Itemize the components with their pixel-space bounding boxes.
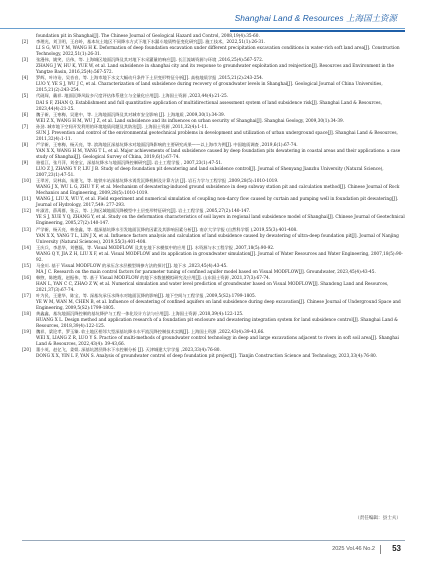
reference-line: WEI Z X, WANG H M, WU J Z, et al. Land subsidence and its influences on urban security of Shanghai[J]. Shanghai Geology, 2009,30(1):34-39.: [36, 118, 345, 124]
reference-number: [16]: [22, 275, 31, 281]
reference-line: YE W M, WAN M, CHEN B, et al. Influence of dewatering of confined aquifers on land subsidence during deep excavation[J]. Chinese Journal of Underground Space and Engineering, 2009,5(S2):1799-1805.: [36, 300, 401, 312]
reference-line: 骆祖江，张月萍，刘金宝，深基坑降水与地面沉降控制研究[J]. 岩土工程学报 , 2007,23(1):47-51.: [36, 160, 223, 166]
reference-number: [5]: [22, 94, 29, 100]
reference-text: [36, 294, 405, 312]
reference-text: [36, 58, 405, 76]
reference-line: 严学新，王寒梅，杨天亮，等. 滨海地区深基坑降水对地面沉降影响的主要研究成果——以上海市为例[J]. 中国地质调查 ,2019,6(1):67-74.: [36, 142, 298, 148]
reference-number: [8]: [22, 142, 29, 148]
reference-text: [36, 143, 405, 161]
reference-text: [36, 179, 405, 197]
reference-line: LUO Z J, ZHANG Y P, LIU J B. Study of deep foundation pit dewatering and land subsidence control[J]. Journal of Shenyang Jianzhu University (Natural Science), 2007,23(1):47-51.: [36, 167, 384, 179]
reference-line: 孙劲. 城市地下空间开发利用的环境地质问题及其防治[J]. 上海国土资源 ,2011,32(4):1-11.: [36, 124, 209, 130]
reference-item: [22, 40, 405, 58]
reference-text: [36, 264, 405, 276]
journal-title: Shanghai Land & Resources 上海国土资源: [234, 13, 397, 23]
reference-text: [36, 330, 405, 348]
reference-number: [2]: [22, 40, 29, 46]
reference-text: [36, 348, 405, 360]
reference-line: YE S J, XUE Y Q, ZHANG Y, et al. Study on the deformation characteristics of soil layers in regional land subsidence model of Shanghai[J]. Chinese Journal of Geotechnical Engineering, 2005,27(2):140-147.: [36, 215, 405, 227]
reference-item: [22, 58, 405, 76]
reference-line: 黄鑫鑫，基坑地面沉降控制的基坑降护与工程一体化设计方法与应用[J]. 上海国土资源 ,2018,39(4):122-125.: [36, 312, 244, 318]
reference-item: [22, 246, 405, 264]
reference-number: [6]: [22, 112, 29, 118]
reference-line: ZHANG J W, HU K, YUE W, et al. Land subsidence in shanghai city and its response to groundwater exploitation and reinjection[J]. Resources and Environment in the Yangtze Basin, 2016,25(4):567-572.: [36, 64, 394, 76]
reference-item: [22, 76, 405, 94]
reference-item: [22, 125, 405, 143]
reference-text: [36, 125, 405, 143]
reference-line: YAN X X, WANG H M, YANG T L, et al. Major achievements of land subsidence caused by deep foundation pits dewatering in coastal areas and their applications: a case study of Shanghai[J]. Geological Survey of China, 2019,6(1):67-74.: [36, 148, 401, 160]
reference-line: WANG J, LIU X, WU Y, et al. Field experiment and numerical simulation of coupling non-darcy flow caused by curtain and pumping well in foundation pit dewatering[J]. Journal of Hydrology, 2017,549: 277-293.: [36, 197, 399, 209]
reference-number: [7]: [22, 124, 29, 130]
reference-item: [22, 209, 405, 227]
reference-text: [36, 276, 405, 294]
reference-number: [12]: [22, 209, 31, 215]
header-rule: [0, 28, 405, 29]
reference-item: [22, 330, 405, 348]
reference-line: WANG J X, WU L G, ZHU Y F, et al. Mechanism of dewatering-induced ground subsidence in deep subway station pit and calculation method[J]. Chinese Journal of Rock Mechanics and Engineering, 2009,28(5):1010-1019.: [36, 185, 400, 197]
reference-number: [14]: [22, 245, 31, 251]
reference-number: [19]: [22, 330, 31, 336]
reference-line: 王庆兵，李思华，刘德磊，等. Visual MODFLOW 及其在地下水模拟中的应用 [J]. 水资源与水工程学报 ,2007,18(5):90-92.: [36, 245, 275, 251]
reference-line: 罗辉，叶诗诒，吴音音，等. 上海市地下水文大幅动升条件下土层变形特征分析[J]. 高校地质学报 ,2015,21(2):243-254.: [36, 76, 264, 82]
reference-item: [22, 276, 405, 294]
reference-line: WEI X, LIANG Z R, LUO Y S. Practice of multi-methods of groundwater control technology in deep and large excavations adjacent to rivers in soft soil area[J]. Shanghai Land & Resources, 2022,43(4): 39-43,66.: [36, 336, 399, 348]
reference-text: [36, 161, 405, 179]
reference-item: [22, 312, 405, 330]
reference-line: 张漫伟，姚笑，岳伟，等. 上海城区地面沉降及其对地下水采灌量的响应[J]. 长江流域资源与环境 ,2016,25(4):567-572.: [36, 58, 264, 64]
reference-line: YAN X X, YANG T L, LIN J X, et al. Influence factors analysis and calculation of land subsidence caused by dewatering of ultra-deep foundation pit[J]. Journal of Nanjing University (Natural Sciences), 2019,55(3):401-408.: [36, 233, 399, 245]
reference-number: [3]: [22, 58, 29, 64]
reference-line: DONG X X, YIN L F, YAN S. Analysis of groundwater control of deep foundation pit project[J]. Tianjin Construction Science and Technology, 2023,33(4):76-80.: [36, 354, 378, 360]
reference-line: HAN L, YAN C C, ZHAO Z W, et al. Numerical simulation and water level prediction of groundwater based on Visual MODFLOW[J]. Shandong Land and Resources, 2021,37(3):67-74.: [36, 281, 389, 293]
reference-line: 马金川. 基于 Visual MODFLOW 的承压含水层模型调参方法的探讨[J]. 地下水 ,2023,45(4):43-45.: [36, 263, 228, 269]
reference-line: 董小英，赵亿飞，姜娱. 深基坑潜层降水下水控制分析 [J]. 天津城建大学学报 ,2023,33(4):76-80.: [36, 348, 221, 354]
reference-text: [36, 246, 405, 264]
reference-text: [36, 312, 405, 330]
issue-info: 2025 Vol.46 No.2: [332, 546, 375, 552]
footer-rule: [22, 540, 405, 541]
reference-item: [22, 179, 405, 197]
reference-text: [36, 94, 405, 112]
page-footer: [0, 528, 427, 575]
reference-line: 严学新，杨天亮，林金鑫，等. 超深基坑降水引发地面沉降的因素及其影响因素分析[J]. 南京大学学报 (自然科学版 ),2019,55(3):401-408.: [36, 227, 298, 233]
reference-text: [36, 40, 405, 58]
reference-line: 李理光，刘卫明，王启岭，基本坑土地区不同降水方式下地下水漏斗地质特征变化研究[J]. 施工技术，2022,51(1):26-31.: [36, 40, 266, 46]
reference-line: DAI S F, ZHAN Q. Establishment and full quantitative application of multidirectional assessment system of land subsidence risk[J]. Shanghai Land & Resources, 2023,44(4):21-25.: [36, 100, 382, 112]
reference-item: [22, 348, 405, 360]
reference-line: 魏祥，梁论孝，罗玉臻. 软土地区相邻大型深基坑降水水平流沉降控制技术实践[J]. 上海国土资源 ,2022,43(4):39-43,66.: [36, 330, 265, 336]
reference-line: HUANG X L. Design method and application research of a foundation pit enclosure and dewatering integration system for land subsidence control[J]. Shanghai Land & Resources, 2018,39(4):122-125.: [36, 318, 398, 330]
reference-line: 王翠芳，吴林高，朱建飞，等. 地铁车站深基坑降水诱发沉降机制及计算方法 [J]. 岩石力学与工程学报 ,2009,28(5):1010-1019.: [36, 179, 279, 185]
reference-item: [22, 294, 405, 312]
responsible-editor: （责任编辑：县士夫）: [355, 516, 401, 521]
reference-line: 魏子新，王寒梅，吴建中，等. 上海地面沉降及其对城市安全影响 [J]. 上海地质 ,2009,30(1):34-39.: [36, 112, 226, 118]
reference-number: [15]: [22, 263, 31, 269]
reference-line: 韩煦，陈艳霞，赵振伟，等. 基于 Visual MODFLOW 的地下水数值模拟研究及应用[J]. 山东国土资源 ,2021,37(3):67-74.: [36, 275, 271, 281]
page-number: 53: [392, 544, 401, 553]
header-accent-rule: [230, 30, 405, 32]
reference-text: [36, 209, 405, 227]
reference-item: [22, 94, 405, 112]
reference-item: [22, 197, 405, 209]
reference-number: [11]: [22, 197, 31, 203]
reference-number: [17]: [22, 294, 31, 300]
reference-line: foundation pit in Shanghai[J]. The Chinese Journal of Geological Hazard and Control, 2008,19(4):35-60.: [36, 34, 260, 39]
reference-text: [36, 197, 405, 209]
reference-line: 叶为民，王建华，陈宝，等. 深基坑承压水降水对地面沉降的影响[J]. 地下空间与工程学报 ,2009,5(S2):1799-1805.: [36, 294, 257, 300]
reference-number: [13]: [22, 227, 31, 233]
reference-item: [22, 113, 405, 125]
reference-number: [9]: [22, 160, 29, 166]
reference-text: [36, 113, 405, 125]
reference-line: MA J C. Research on the main control factors for parameter tuning of confined aquifer model based on Visual MODFLOW[J]. Groundwater, 2023,45(4):43-45.: [36, 269, 376, 275]
reference-item: [22, 264, 405, 276]
reference-line: 代砚琛，戴祥. 地面沉降风险多尺度评估体系建立与全量化应用[J]. 上海国土资源 ,2023,44(4):21-25.: [36, 94, 229, 100]
reference-item: [22, 228, 405, 246]
reference-line: LI S G, WU Y M, WANG H K. Deformation of deep foundation excavation under different precipitation excavation conditions in water-rich soft land area[J]. Construction Technology, 2022,51(1):26-31.: [36, 46, 400, 58]
reference-text: [36, 228, 405, 246]
footer-separator: [380, 545, 381, 554]
reference-number: [4]: [22, 76, 29, 82]
reference-line: LUO Y, YE S J, WU J C, et al. Characterization of land subsidence during recovery of groundwater levels in Shanghai[J]. Geological Journal of China Universities, 2015,21(2):243-254.: [36, 82, 383, 94]
running-header: [0, 0, 427, 38]
reference-item: [22, 143, 405, 161]
reference-number: [20]: [22, 348, 31, 354]
reference-item: [22, 161, 405, 179]
reference-line: SUN J. Prevention and control of the environmental geotechnical problems in development and utilization of urban underground space[J]. Shanghai Land & Resources, 2011,32(4):1-11.: [36, 130, 398, 142]
reference-line: WANG Q Y, JIA Z H, LIU X F, et al. Visual MODFLOW and its application in groundwater simulation[J]. Journal of Water Resources and Water Engineering, 2007,18(5):90-92.: [36, 251, 403, 263]
reference-number: [10]: [22, 179, 31, 185]
reference-number: [18]: [22, 312, 31, 318]
reference-list: [22, 34, 405, 361]
reference-text: [36, 76, 405, 94]
reference-line: 叶淑君，薛禹群，张云，等. 上海区域地面沉降模型中土层变形特征研究[J]. 岩土工程学报 ,2005,27(2):140-147.: [36, 209, 251, 215]
